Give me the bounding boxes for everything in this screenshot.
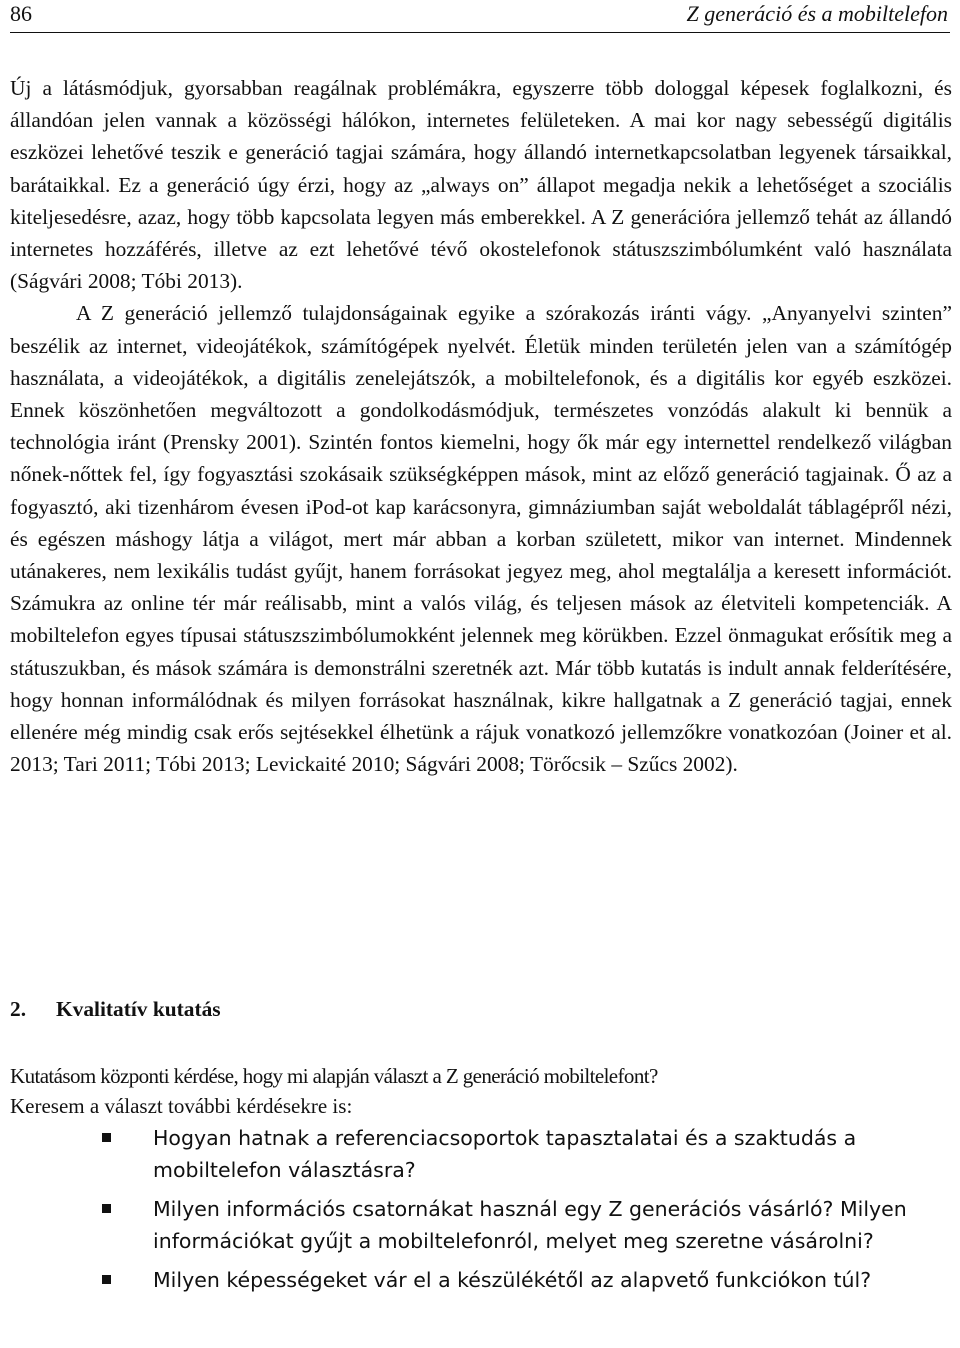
sub-questions-intro: Keresem a választ további kérdésekre is: [10, 1094, 353, 1118]
list-item-text: Hogyan hatnak a referenciacsoportok tapasztalatai és a szaktudás a mobiltelefon választásra? [153, 1126, 857, 1182]
square-bullet-icon [102, 1275, 111, 1284]
section-number: 2. [10, 997, 27, 1021]
list-item [10, 1264, 952, 1296]
section-heading [10, 994, 221, 1024]
square-bullet-icon [102, 1133, 111, 1142]
research-question-block [10, 1061, 952, 1121]
page-header [10, 0, 950, 33]
list-item-text: Milyen információs csatornákat használ egy Z generációs vásárló? Milyen információkat gyűjt a mobiltelefonról, melyet meg szeretne vásárolni? [153, 1197, 907, 1253]
sub-question-list [10, 1122, 952, 1303]
list-item-text: Milyen képességeket vár el a készülékétől az alapvető funkciókon túl? [153, 1268, 872, 1292]
square-bullet-icon [102, 1204, 111, 1213]
central-research-question: Kutatásom központi kérdése, hogy mi alapján választ a Z generáció mobiltelefont? [10, 1064, 658, 1088]
paragraph-generation-z-traits: A Z generáció jellemző tulajdonságainak egyike a szórakozás iránti vágy. „Anyanyelvi szinten” beszélik az internet, videojátékok, számítógépek nyelvét. Életük minden területén jelen van a számítógép használata, a videojátékok, a digitális zenelejátszók, a mobiltelefonok, és a digitális kor egyéb eszközei. Ennek köszönhetően megváltozott a gondolkodásmódjuk, természetes vonzódás alakult ki bennük a technológia iránt (Prensky 2001). Szintén fontos kiemelni, hogy ők már egy internettel rendelkező világban nőnek-nőttek fel, így fogyasztási szokásaik szükségképpen mások, mint az előző generáció tagjainak. Ő az a fogyasztó, aki tizenhárom évesen iPod-ot kap karácsonyra, gimnáziumban saját weboldalát táblagépről nézi, és egészen máshogy látja a világot, mert már abban a korban született, mikor van internet. Mindennek utánakeres, nem lexikális tudást gyűjt, hanem forrásokat jegyez meg, ahol megtalálja a keresett információt. Számukra az online tér már reálisabb, mint a valós világ, és teljesen mások az életviteli kompetenciák. A mobiltelefon egyes típusai státuszszimbólumokként jelennek meg körükben. Ezzel önmagukat erősítik meg a státuszukban, és mások számára is demonstrálni szeretnék azt. Már több kutatás is indult annak felderítésére, hogy honnan informálódnak és milyen forrásokat használnak, kikre hallgatnak a Z generáció tagjai, ennek ellenére még mindig csak erős sejtésekkel élhetünk a rájuk vonatkozó jellemzőkre vonatkozóan (Joiner et al. 2013; Tari 2011; Tóbi 2013; Levickaité 2010; Ságvári 2008; Törőcsik – Szűcs 2002). [10, 301, 952, 777]
list-item [10, 1122, 952, 1186]
page-number: 86 [10, 1, 32, 26]
paragraph-generation-z-intro: Új a látásmódjuk, gyorsabban reagálnak problémákra, egyszerre több dologgal képesek foglalkozni, és állandóan jelen vannak a közösségi hálókon, internetes felületeken. A mai kor nagy sebességű digitális eszközei lehetővé teszik e generáció tagjai számára, hogy állandó internetkapcsolatban legyenek társaikkal, barátaikkal. Ez a generáció úgy érzi, hogy az „always on” állapot megadja nekik a lehetőséget a szociális kiteljesedésre, azaz, hogy több kapcsolata legyen más emberekkel. A Z generációra jellemző tehát az állandó internetes hozzáférés, illetve az ezt lehetővé tévő okostelefonok státuszszimbólumként való használata (Ságvári 2008; Tóbi 2013). [10, 76, 952, 294]
section-title: Kvalitatív kutatás [56, 997, 221, 1021]
body-text [10, 72, 952, 780]
list-item [10, 1193, 952, 1257]
running-title: Z generáció és a mobiltelefon [686, 1, 948, 26]
